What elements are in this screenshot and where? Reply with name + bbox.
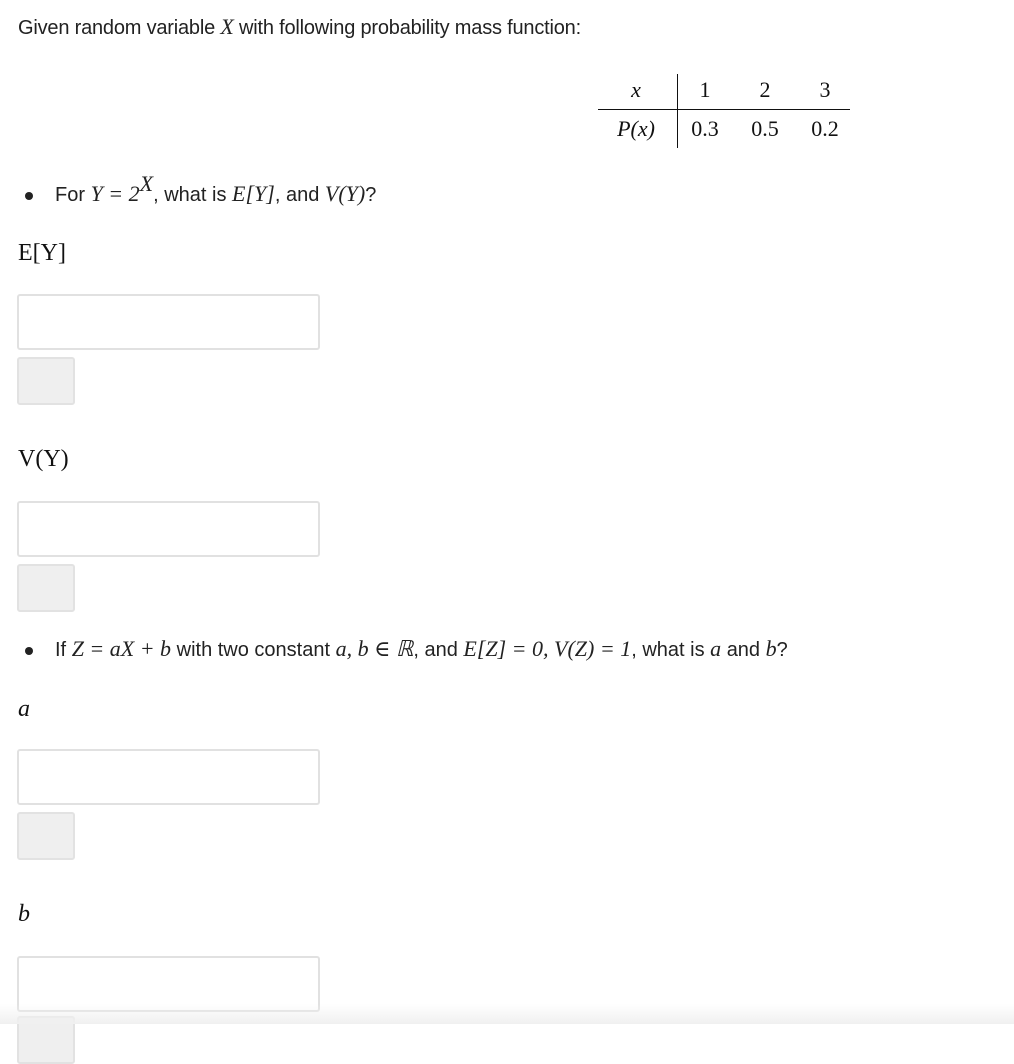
check-answer-button-ey[interactable] — [17, 357, 75, 405]
question-math: Y = 2 — [90, 181, 140, 206]
answer-label-ey: E[Y] — [18, 240, 66, 266]
pmf-x-value: 1 — [699, 77, 711, 102]
pmf-p-value: 0.3 — [691, 116, 719, 141]
question-suffix: ? — [776, 639, 788, 661]
question-middle: , what is — [631, 639, 705, 661]
problem-intro-variable: X — [220, 14, 234, 39]
bottom-fade — [0, 1004, 1014, 1024]
question-math: E[Z] = 0, V(Z) = 1 — [463, 636, 632, 661]
question-middle: with two constant — [176, 639, 331, 661]
question-math-exponent: X — [139, 171, 154, 197]
pmf-table-divider — [598, 109, 850, 110]
pmf-table — [598, 72, 850, 150]
check-answer-button-a[interactable] — [17, 812, 75, 860]
question-middle: , what is — [153, 184, 227, 206]
pmf-x-header: x — [631, 77, 641, 102]
answer-input-vy[interactable] — [17, 501, 320, 557]
question-text — [55, 171, 377, 209]
question-suffix: ? — [365, 184, 377, 206]
question-text — [55, 635, 788, 664]
question-middle: and — [726, 639, 761, 661]
check-answer-button-vy[interactable] — [17, 564, 75, 612]
question-math: Z = aX + b — [71, 636, 172, 661]
question-math: a, b ∈ ℝ — [335, 636, 414, 661]
bullet-icon — [25, 647, 33, 655]
pmf-table-p-row — [598, 111, 850, 147]
question-prefix: If — [55, 639, 67, 661]
problem-intro-suffix: with following probability mass function: — [238, 17, 581, 39]
question-math: a — [710, 636, 722, 661]
question-math: V(Y) — [324, 181, 366, 206]
answer-input-ey[interactable] — [17, 294, 320, 350]
problem-statement — [18, 14, 581, 40]
question-middle: , and — [274, 184, 320, 206]
pmf-p-value: 0.5 — [751, 116, 779, 141]
answer-label-a: a — [18, 696, 30, 722]
problem-intro-prefix: Given random variable — [18, 17, 216, 39]
pmf-table-x-row — [598, 72, 850, 108]
answer-input-a[interactable] — [17, 749, 320, 805]
answer-label-vy: V(Y) — [18, 446, 69, 472]
question-math: b — [765, 636, 777, 661]
question-prefix: For — [55, 184, 85, 206]
pmf-x-value: 2 — [759, 77, 771, 102]
bullet-icon — [25, 192, 33, 200]
question-math: E[Y] — [232, 181, 275, 206]
pmf-x-value: 3 — [819, 77, 831, 102]
pmf-p-header: P(x) — [617, 116, 655, 141]
answer-label-b: b — [18, 901, 30, 927]
pmf-p-value: 0.2 — [811, 116, 839, 141]
question-middle: , and — [413, 639, 458, 661]
